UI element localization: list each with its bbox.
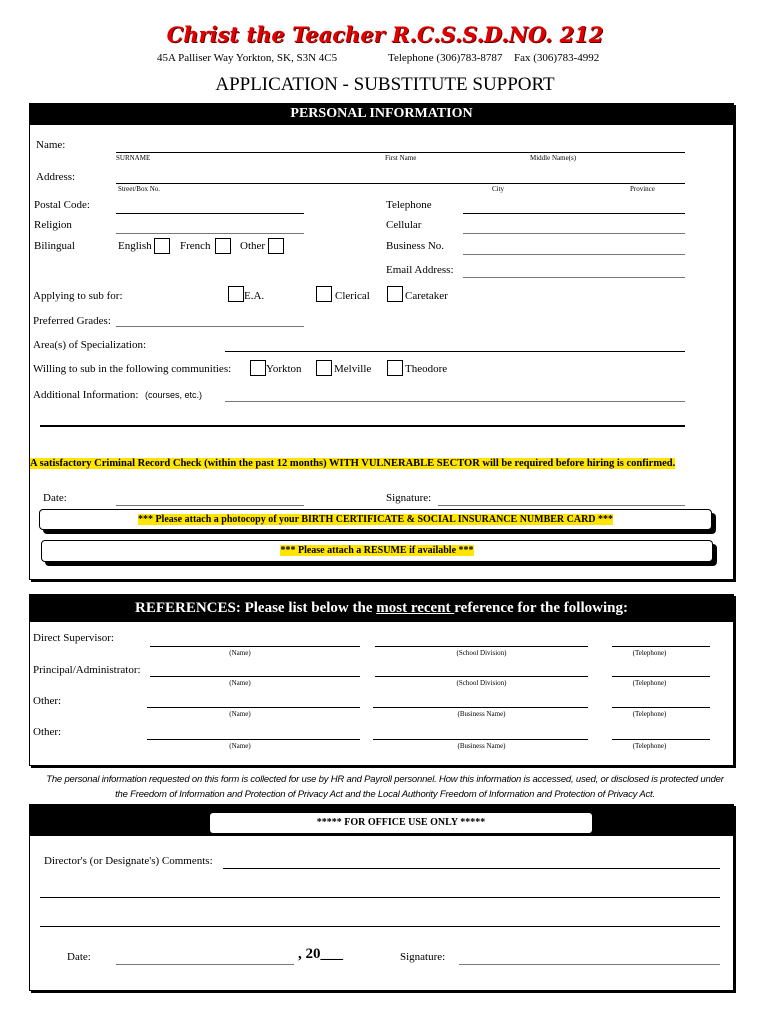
reference-label: Other: [33, 726, 62, 738]
references-title-underlined: most recent [376, 600, 455, 616]
melville-checkbox[interactable] [316, 360, 332, 376]
office-comments-field[interactable] [223, 868, 720, 869]
org-name: Christ the Teacher R.C.S.S.D.NO. 212 [166, 22, 604, 47]
reference-org-field[interactable] [375, 676, 588, 677]
form-title: APPLICATION - SUBSTITUTE SUPPORT [215, 74, 555, 95]
reference-name-caption: (Name) [229, 679, 251, 687]
business-no-label: Business No. [386, 240, 445, 252]
city-caption: City [492, 185, 505, 193]
email-label: Email Address: [386, 264, 454, 276]
reference-org-caption: (Business Name) [457, 710, 506, 718]
reference-phone-caption: (Telephone) [632, 710, 667, 718]
references-title-pre: REFERENCES: Please list below the [135, 600, 377, 616]
reference-org-caption: (School Division) [456, 649, 507, 657]
specialization-field[interactable] [225, 351, 685, 352]
date-label: Date: [43, 492, 67, 504]
office-date-label: Date: [67, 951, 91, 963]
french-checkbox[interactable] [215, 238, 231, 254]
reference-phone-field[interactable] [612, 707, 710, 708]
office-year: , 20___ [298, 946, 343, 962]
postal-code-field[interactable] [116, 213, 304, 214]
references-title [29, 594, 734, 622]
name-field[interactable] [116, 152, 685, 153]
religion-field[interactable] [116, 233, 304, 234]
address-label: Address: [36, 171, 76, 183]
attach-birth-notice [39, 509, 712, 530]
additional-hint: (courses, etc.) [145, 390, 203, 400]
criminal-record-text: A satisfactory Criminal Record Check (within the past 12 months) WITH VULNERABLE SECTOR will be required before hiring is confirmed. [30, 458, 676, 469]
attach-birth-text: *** Please attach a photocopy of your BIRTH CERTIFICATE & SOCIAL INSURANCE NUMBER CARD *** [137, 514, 614, 525]
caretaker-label: Caretaker [405, 290, 448, 302]
street-caption: Street/Box No. [118, 185, 160, 193]
postal-code-label: Postal Code: [34, 199, 90, 211]
reference-org-caption: (School Division) [456, 679, 507, 687]
religion-label: Religion [34, 219, 72, 231]
bilingual-label: Bilingual [34, 240, 75, 252]
cellular-label: Cellular [386, 219, 422, 231]
references-title-post: reference for the following: [454, 600, 628, 616]
privacy-line-1: The personal information requested on this form is collected for use by HR and Payroll personnel. How this information is accessed, used, or disclosed is protected under [46, 774, 724, 785]
email-field[interactable] [463, 277, 685, 278]
reference-org-caption: (Business Name) [457, 742, 506, 750]
reference-name-caption: (Name) [229, 742, 251, 750]
criminal-record-notice [30, 455, 730, 472]
telephone-field[interactable] [463, 213, 685, 214]
signature-label: Signature: [386, 492, 432, 504]
reference-label: Direct Supervisor: [33, 632, 114, 644]
address-field[interactable] [116, 183, 685, 184]
reference-phone-caption: (Telephone) [632, 649, 667, 657]
reference-phone-field[interactable] [612, 646, 710, 647]
name-label: Name: [36, 139, 66, 151]
attach-resume-text: *** Please attach a RESUME if available *** [280, 545, 474, 556]
reference-label: Other: [33, 695, 62, 707]
signature-field[interactable] [438, 505, 685, 506]
business-no-field[interactable] [463, 254, 685, 255]
clerical-label: Clerical [335, 290, 370, 302]
ea-checkbox[interactable] [228, 286, 244, 302]
yorkton-label: Yorkton [266, 363, 302, 375]
org-telephone: Telephone (306)783-8787 [388, 52, 503, 64]
office-comments-field-2[interactable] [40, 897, 720, 898]
office-comments-field-3[interactable] [40, 926, 720, 927]
yorkton-checkbox[interactable] [250, 360, 266, 376]
other-label: Other [240, 240, 266, 252]
clerical-checkbox[interactable] [316, 286, 332, 302]
reference-name-field[interactable] [147, 707, 360, 708]
theodore-checkbox[interactable] [387, 360, 403, 376]
surname-caption: SURNAME [116, 154, 151, 162]
province-caption: Province [630, 185, 655, 193]
office-title: ***** FOR OFFICE USE ONLY ***** [210, 813, 592, 833]
additional-label: Additional Information: [33, 389, 139, 401]
middle-name-caption: Middle Name(s) [530, 154, 577, 162]
org-address: 45A Palliser Way Yorkton, SK, S3N 4C5 [157, 52, 338, 64]
office-date-field[interactable] [116, 964, 294, 965]
reference-label: Principal/Administrator: [33, 664, 141, 676]
first-name-caption: First Name [385, 154, 417, 162]
reference-org-field[interactable] [373, 739, 588, 740]
personal-section-title: PERSONAL INFORMATION [29, 103, 734, 125]
other-checkbox[interactable] [268, 238, 284, 254]
date-field[interactable] [116, 505, 304, 506]
reference-phone-caption: (Telephone) [632, 742, 667, 750]
office-comments-label: Director's (or Designate's) Comments: [44, 855, 213, 867]
grades-field[interactable] [116, 326, 304, 327]
theodore-label: Theodore [405, 363, 448, 375]
privacy-line-2: the Freedom of Information and Protection of Privacy Act and the Local Authority Freedom of Information and Protection of Privacy Act. [115, 789, 655, 800]
english-checkbox[interactable] [154, 238, 170, 254]
grades-label: Preferred Grades: [33, 315, 111, 327]
reference-name-caption: (Name) [229, 649, 251, 657]
reference-org-field[interactable] [375, 646, 588, 647]
attach-resume-notice [41, 540, 713, 562]
applying-label: Applying to sub for: [33, 290, 123, 302]
specialization-label: Area(s) of Specialization: [33, 339, 147, 351]
telephone-label: Telephone [386, 199, 432, 211]
reference-phone-field[interactable] [612, 739, 710, 740]
caretaker-checkbox[interactable] [387, 286, 403, 302]
additional-field-2[interactable] [40, 425, 685, 427]
org-fax: Fax (306)783-4992 [514, 52, 600, 64]
melville-label: Melville [334, 363, 372, 375]
communities-label: Willing to sub in the following communities: [33, 363, 232, 375]
reference-name-caption: (Name) [229, 710, 251, 718]
office-signature-field[interactable] [459, 964, 720, 965]
reference-name-field[interactable] [147, 739, 360, 740]
reference-org-field[interactable] [373, 707, 588, 708]
reference-name-field[interactable] [150, 646, 360, 647]
office-signature-label: Signature: [400, 951, 446, 963]
reference-name-field[interactable] [150, 676, 360, 677]
additional-field[interactable] [225, 401, 685, 402]
ea-label: E.A. [244, 290, 265, 302]
reference-phone-field[interactable] [612, 676, 710, 677]
reference-phone-caption: (Telephone) [632, 679, 667, 687]
cellular-field[interactable] [463, 233, 685, 234]
french-label: French [180, 240, 211, 252]
english-label: English [118, 240, 152, 252]
